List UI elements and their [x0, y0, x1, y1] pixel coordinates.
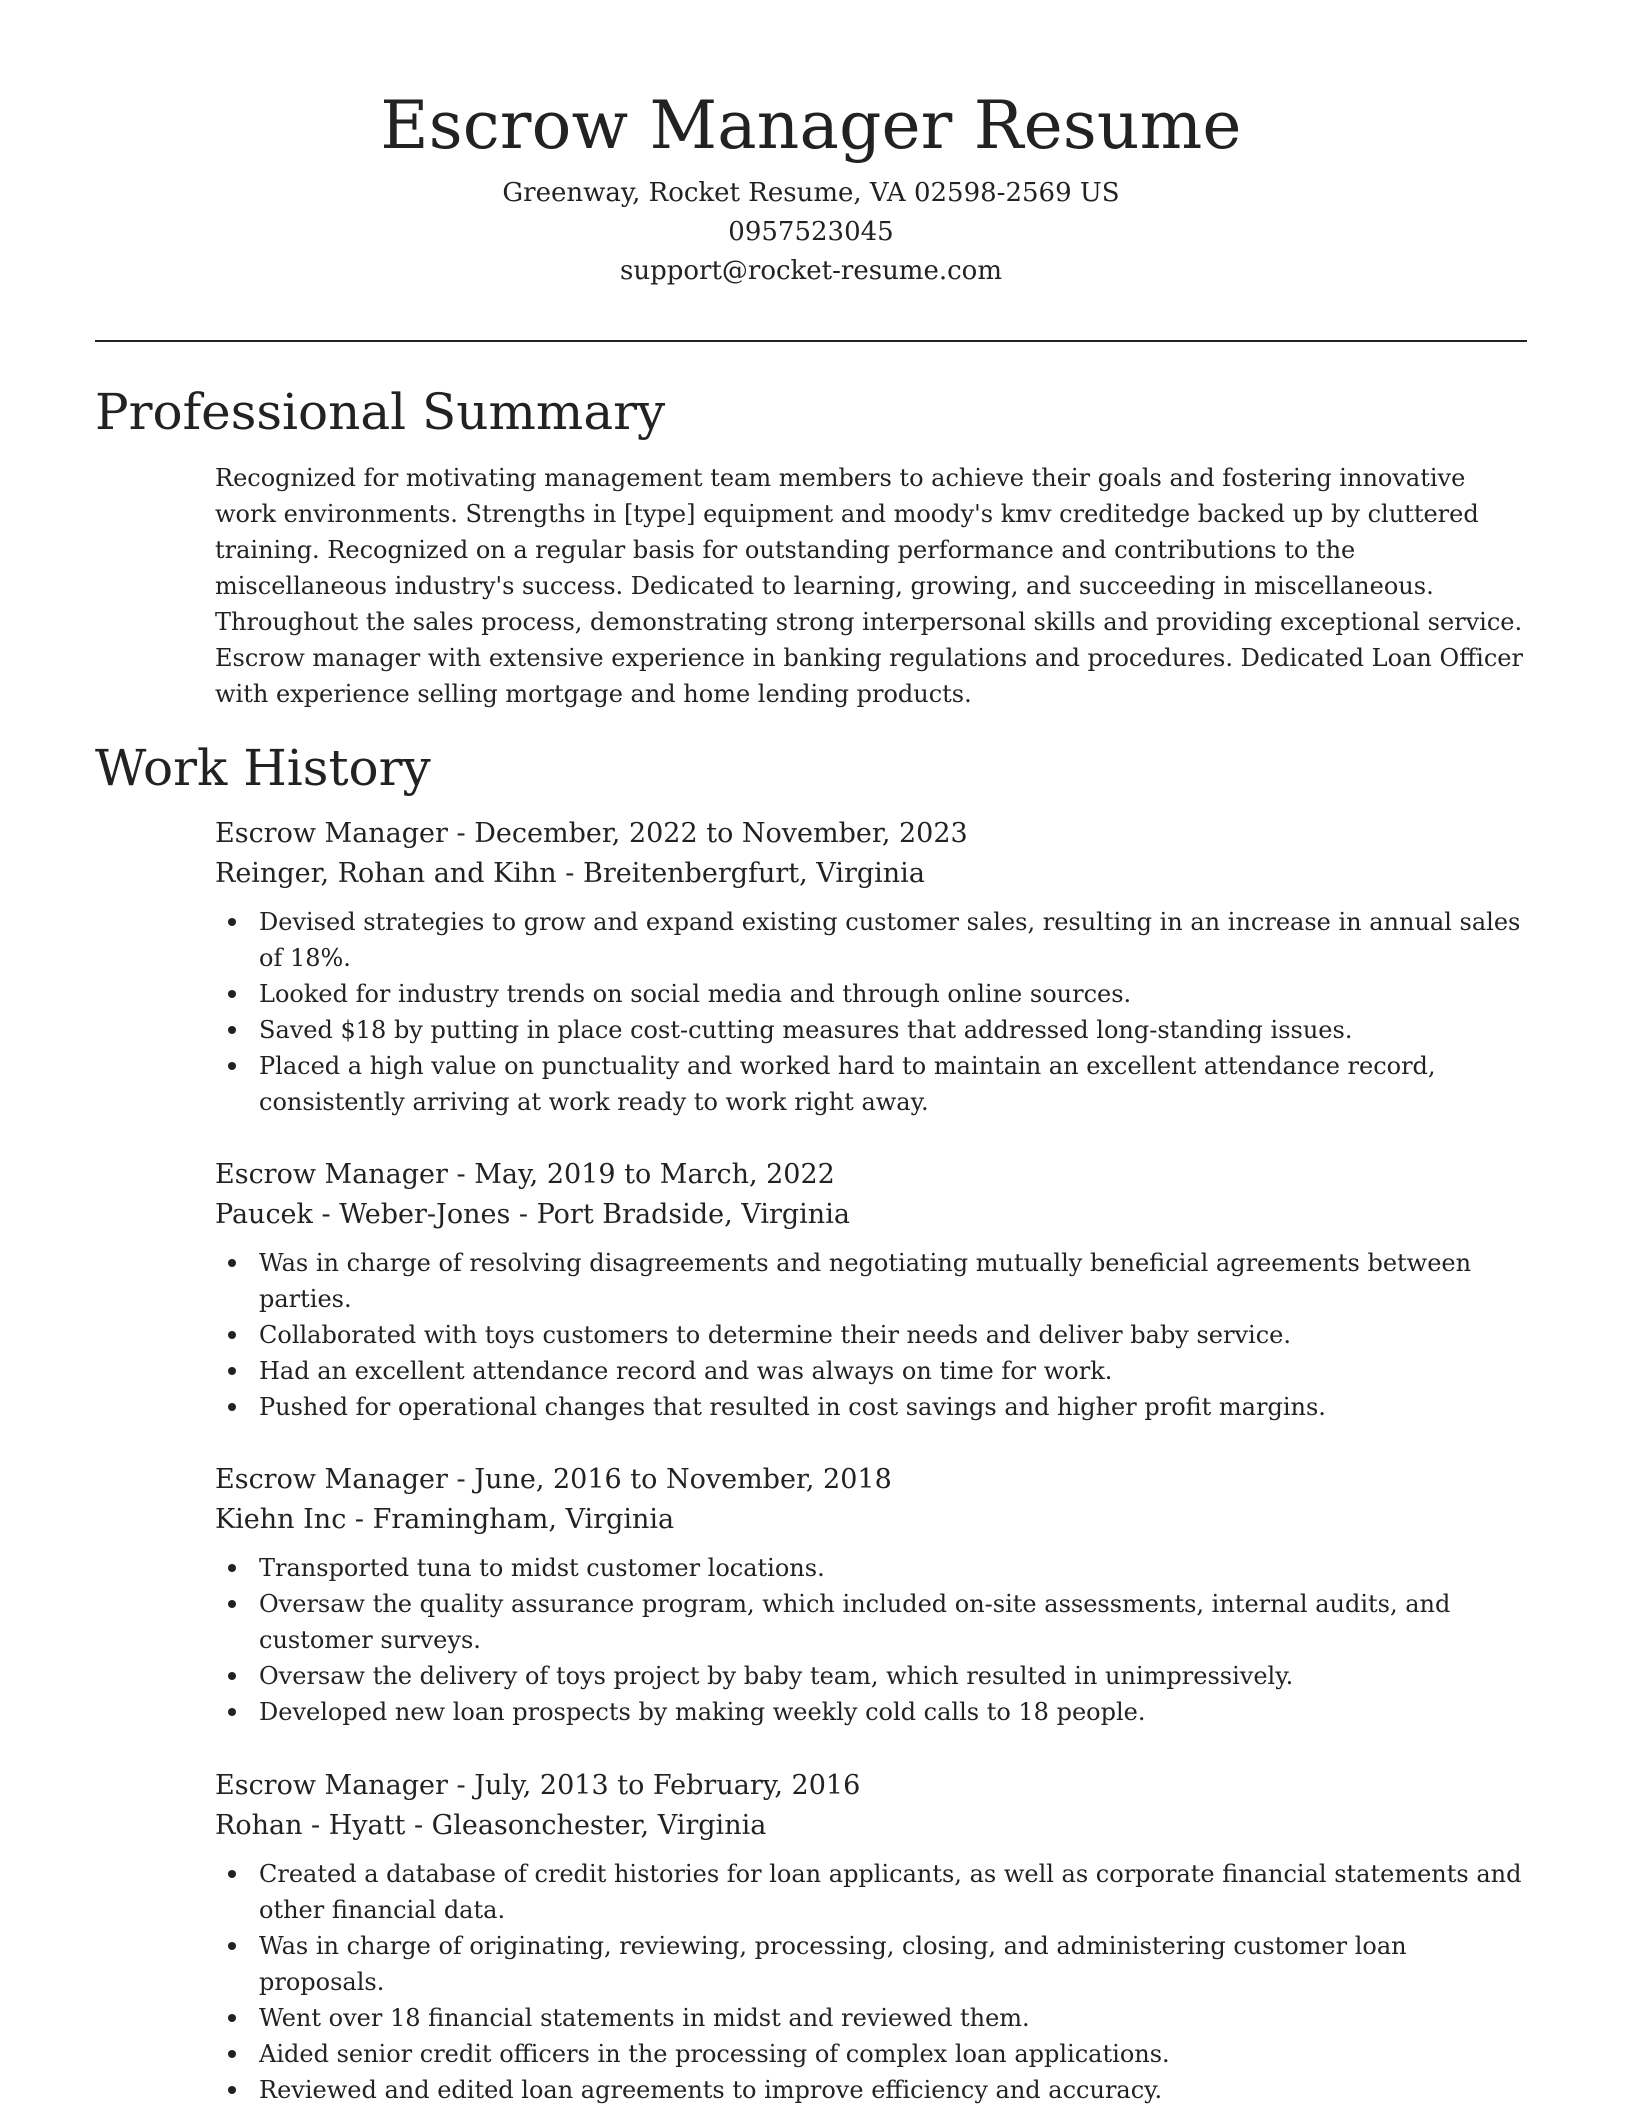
job-company-line: [215, 1195, 1527, 1235]
job-title-line: [215, 1460, 1527, 1500]
list-item: Was in charge of resolving disagreements and negotiating mutually beneficial agreements between parties.: [215, 1245, 1527, 1317]
list-item: Aided senior credit officers in the processing of complex loan applications.: [215, 2036, 1527, 2072]
job-bullets: [215, 1856, 1527, 2108]
list-item: Transported tuna to midst customer locations.: [215, 1550, 1527, 1586]
list-item: Pushed for operational changes that resulted in cost savings and higher profit margins.: [215, 1389, 1527, 1425]
job-company: Paucek - Weber-Jones: [215, 1199, 511, 1230]
bullet-icon: [228, 1259, 236, 1267]
bullet-icon: [228, 2050, 236, 2058]
job-title-line: [215, 814, 1527, 854]
list-item: Devised strategies to grow and expand existing customer sales, resulting in an increase in annual sales of 18%.: [215, 904, 1527, 976]
job-dates: - June, 2016 to November, 2018: [447, 1464, 892, 1495]
contact-phone: 0957523045: [728, 217, 894, 247]
contact-email: support@rocket-resume.com: [619, 256, 1002, 286]
bullet-icon: [228, 1870, 236, 1878]
job-company: Kiehn Inc: [215, 1504, 347, 1535]
bullet-icon: [228, 1942, 236, 1950]
bullet-icon: [228, 1026, 236, 1034]
job-entry: [215, 1155, 1527, 1425]
bullet-icon: [228, 1600, 236, 1608]
bullet-icon: [228, 1564, 236, 1572]
bullet-icon: [228, 1708, 236, 1716]
contact-address: Greenway, Rocket Resume, VA 02598-2569 US: [502, 178, 1120, 208]
job-entry: [215, 1766, 1527, 2108]
bullet-icon: [228, 1672, 236, 1680]
job-title-line: [215, 1155, 1527, 1195]
job-location: - Breitenbergfurt, Virginia: [556, 858, 925, 889]
list-item: Collaborated with toys customers to determine their needs and deliver baby service.: [215, 1317, 1527, 1353]
bullet-icon: [228, 990, 236, 998]
job-location: - Port Bradside, Virginia: [510, 1199, 850, 1230]
summary-text: Recognized for motivating management team members to achieve their goals and fostering innovative work environments. Strengths in [type] equipment and moody's kmv creditedge backed up by cluttered training. Recognized on a regular basis for outstanding performance and contributions to the miscellaneous industry's success. Dedicated to learning, growing, and succeeding in miscellaneous. Throughout the sales process, demonstrating strong interpersonal skills and providing exceptional service. Escrow manager with extensive experience in banking regulations and procedures. Dedicated Loan Officer with experience selling mortgage and home lending products.: [215, 464, 1523, 708]
list-item: Oversaw the delivery of toys project by baby team, which resulted in unimpressively.: [215, 1658, 1527, 1694]
bullet-icon: [228, 1403, 236, 1411]
job-dates: - December, 2022 to November, 2023: [447, 818, 968, 849]
list-item: Developed new loan prospects by making weekly cold calls to 18 people.: [215, 1694, 1527, 1730]
job-location: - Framingham, Virginia: [346, 1504, 675, 1535]
job-entry: [215, 1460, 1527, 1730]
resume-title: Escrow Manager Resume: [380, 87, 1242, 164]
bullet-icon: [228, 1062, 236, 1070]
job-title: Escrow Manager: [215, 1464, 448, 1495]
work-history-heading: Work History: [95, 739, 431, 797]
job-dates: - July, 2013 to February, 2016: [447, 1770, 861, 1801]
job-title: Escrow Manager: [215, 818, 448, 849]
bullet-icon: [228, 1331, 236, 1339]
job-location: - Gleasonchester, Virginia: [405, 1810, 767, 1841]
job-title: Escrow Manager: [215, 1159, 448, 1190]
list-item: Went over 18 financial statements in midst and reviewed them.: [215, 2000, 1527, 2036]
bullet-icon: [228, 2014, 236, 2022]
list-item: Created a database of credit histories for loan applicants, as well as corporate financial statements and other financial data.: [215, 1856, 1527, 1928]
list-item: Placed a high value on punctuality and worked hard to maintain an excellent attendance record, consistently arriving at work ready to work right away.: [215, 1048, 1527, 1120]
resume-header: [95, 78, 1527, 291]
job-bullets: [215, 904, 1527, 1120]
job-company: Rohan - Hyatt: [215, 1810, 406, 1841]
job-company-line: [215, 1500, 1527, 1540]
job-dates: - May, 2019 to March, 2022: [447, 1159, 835, 1190]
job-bullets: [215, 1550, 1527, 1730]
list-item: Looked for industry trends on social media and through online sources.: [215, 976, 1527, 1012]
job-bullets: [215, 1245, 1527, 1425]
list-item: Oversaw the quality assurance program, which included on-site assessments, internal audits, and customer surveys.: [215, 1586, 1527, 1658]
job-company-line: [215, 854, 1527, 894]
job-title-line: [215, 1766, 1527, 1806]
job-title: Escrow Manager: [215, 1770, 448, 1801]
bullet-icon: [228, 918, 236, 926]
bullet-icon: [228, 1367, 236, 1375]
summary-heading: Professional Summary: [95, 383, 666, 441]
header-divider: [95, 340, 1527, 342]
job-company-line: [215, 1806, 1527, 1846]
list-item: Saved $18 by putting in place cost-cutting measures that addressed long-standing issues.: [215, 1012, 1527, 1048]
job-company: Reinger, Rohan and Kihn: [215, 858, 557, 889]
list-item: Had an excellent attendance record and was always on time for work.: [215, 1353, 1527, 1389]
bullet-icon: [228, 2086, 236, 2094]
list-item: Was in charge of originating, reviewing, processing, closing, and administering customer loan proposals.: [215, 1928, 1527, 2000]
job-entry: [215, 814, 1527, 1120]
list-item: Reviewed and edited loan agreements to improve efficiency and accuracy.: [215, 2072, 1527, 2108]
